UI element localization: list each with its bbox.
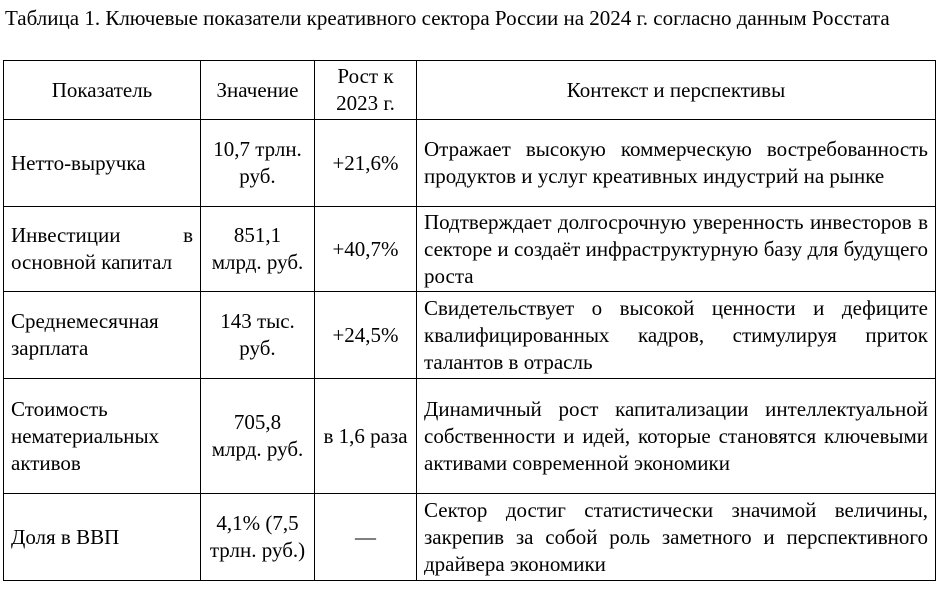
value-cell: 143 тыс. руб. <box>201 292 315 379</box>
value-cell: 10,7 трлн. руб. <box>201 120 315 207</box>
context-cell: Сектор достиг статистически значимой величины, закрепив за собой роль заметного и перспективного драйвера экономики <box>417 494 936 581</box>
growth-cell: в 1,6 раза <box>315 379 417 494</box>
indicator-cell: Стоимость нематериальных активов <box>4 379 201 494</box>
header-value: Значение <box>201 61 315 120</box>
table-row <box>4 379 936 494</box>
context-cell: Отражает высокую коммерческую востребованность продуктов и услуг креативных индустрий на рынке <box>417 120 936 207</box>
growth-cell: — <box>315 494 417 581</box>
table-row <box>4 120 936 207</box>
context-cell: Подтверждает долгосрочную уверенность инвесторов в секторе и создаёт инфраструктурную базу для будущего роста <box>417 207 936 292</box>
value-cell: 705,8 млрд. руб. <box>201 379 315 494</box>
indicators-table <box>3 60 936 581</box>
growth-cell: +40,7% <box>315 207 417 292</box>
header-indicator: Показатель <box>4 61 201 120</box>
growth-cell: +21,6% <box>315 120 417 207</box>
table-row <box>4 494 936 581</box>
value-cell: 851,1 млрд. руб. <box>201 207 315 292</box>
indicator-cell: Нетто-выручка <box>4 120 201 207</box>
table-header-row <box>4 61 936 120</box>
table-row <box>4 207 936 292</box>
value-cell: 4,1% (7,5 трлн. руб.) <box>201 494 315 581</box>
table-row <box>4 292 936 379</box>
growth-cell: +24,5% <box>315 292 417 379</box>
header-context: Контекст и перспективы <box>417 61 936 120</box>
context-cell: Динамичный рост капитализации интеллектуальной собственности и идей, которые становятся ключевыми активами современной экономики <box>417 379 936 494</box>
indicator-cell: Инвестиции в основной капитал <box>4 207 201 292</box>
context-cell: Свидетельствует о высокой ценности и дефиците квалифицированных кадров, стимулируя приток талантов в отрасль <box>417 292 936 379</box>
indicator-cell: Доля в ВВП <box>4 494 201 581</box>
table-caption: Таблица 1. Ключевые показатели креативного сектора России на 2024 г. согласно данным Росстата <box>5 6 890 30</box>
header-growth: Рост к 2023 г. <box>315 61 417 120</box>
indicator-cell: Среднемесячная зарплата <box>4 292 201 379</box>
